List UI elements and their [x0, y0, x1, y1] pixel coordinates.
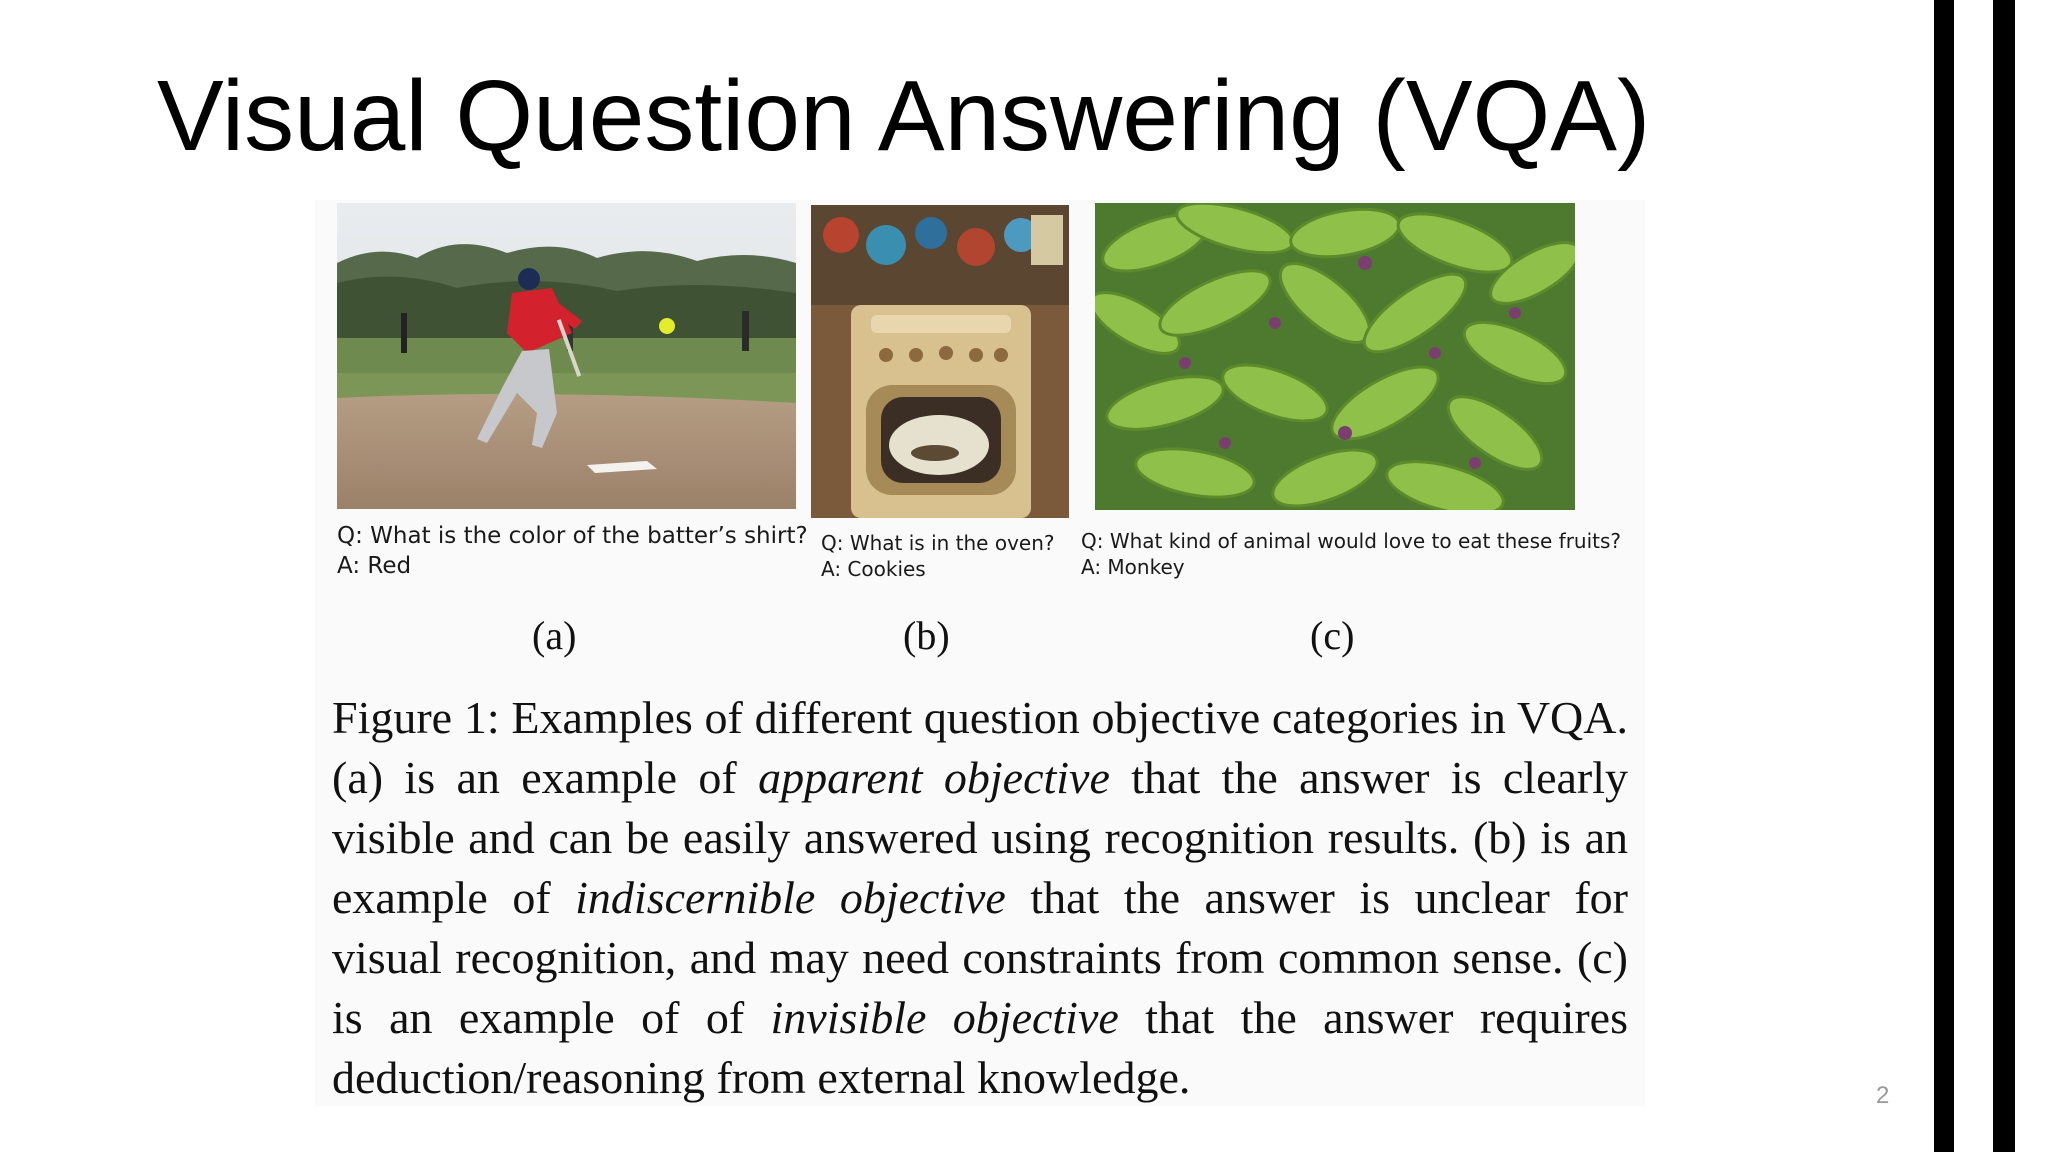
- slide-number: 2: [1876, 1082, 1890, 1109]
- subfigure-label-a: (a): [532, 613, 577, 658]
- oven-image: [811, 205, 1069, 518]
- qa-block-c: [1081, 528, 1621, 580]
- caption-part-4: that the answer requires deduction/reasoning from external knowledge.: [332, 992, 1628, 1103]
- photo-bananas: [1095, 203, 1575, 510]
- bananas-image: [1095, 203, 1575, 510]
- figure-caption: [332, 688, 1628, 1108]
- answer-a: A: Red: [337, 552, 412, 579]
- qa-block-a: [337, 522, 808, 582]
- photo-batter: [337, 203, 796, 509]
- caption-part-2: that the answer is clearly visible and can be easily answered using recognition results. (b) is an example of: [332, 752, 1628, 923]
- edge-bar-right: [1993, 0, 2015, 1152]
- answer-b: A: Cookies: [821, 557, 926, 581]
- slide-title: Visual Question Answering (VQA): [157, 60, 1651, 172]
- photo-oven: [811, 205, 1069, 518]
- subfigure-label-b: (b): [903, 613, 950, 658]
- subfigure-label-c: (c): [1310, 613, 1355, 658]
- caption-term-invisible: invisible objective: [770, 992, 1119, 1043]
- edge-bar-left: [1934, 0, 1954, 1152]
- question-b: Q: What is in the oven?: [821, 531, 1055, 555]
- caption-term-indiscernible: indiscernible objective: [575, 872, 1006, 923]
- answer-c: A: Monkey: [1081, 555, 1185, 579]
- caption-term-apparent: apparent objective: [758, 752, 1110, 803]
- batter-image: [337, 203, 796, 509]
- caption-part-1: Figure 1: Examples of different question objective categories in VQA. (a) is an example of: [332, 692, 1628, 803]
- qa-block-b: [821, 530, 1055, 582]
- caption-part-3: that the answer is unclear for visual recognition, and may need constraints from common sense. (c) is an example of of: [332, 872, 1628, 1043]
- question-a: Q: What is the color of the batter’s shirt?: [337, 523, 808, 549]
- question-c: Q: What kind of animal would love to eat these fruits?: [1081, 529, 1622, 553]
